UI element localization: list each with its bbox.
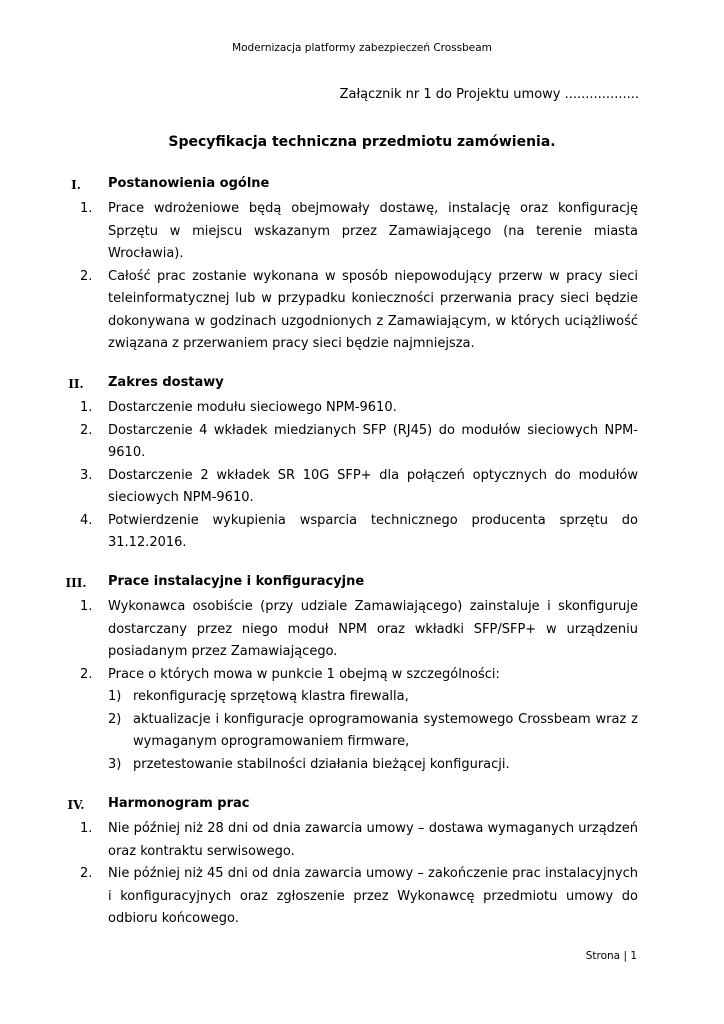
section-heading [0, 796, 724, 818]
section-number: I. [71, 178, 81, 192]
section-heading [0, 176, 724, 198]
subitem-number: 3) [108, 756, 122, 772]
item-text: Dostarczenie 4 wkładek miedzianych SFP (RJ45) do modułów sieciowych NPM-9610. [108, 422, 638, 460]
item-text: Nie później niż 45 dni od dnia zawarcia umowy – zakończenie prac instalacyjnych i konfiguracyjnych oraz zgłoszenie przez Wykonawcę przedmiotu umowy do odbioru końcowego. [108, 866, 638, 926]
list-item [0, 397, 724, 420]
list-item [0, 420, 724, 465]
list-item [0, 664, 724, 687]
section-title: Prace instalacyjne i konfiguracyjne [108, 574, 365, 589]
item-text: Dostarczenie modułu sieciowego NPM-9610. [108, 400, 397, 415]
sub-list-item [0, 686, 724, 709]
item-number: 1. [80, 599, 93, 614]
item-number: 2. [80, 866, 93, 881]
item-text: Całość prac zostanie wykonana w sposób niepowodujący przerw w pracy sieci teleinformatycznej lub w przypadku konieczności przerwania pracy sieci będzie dokonywana w godzinach uzgodnionych z Zamawiającym, w których uciążliwość związana z przerwaniem pracy sieci będzie najmniejsza. [108, 268, 638, 351]
subitem-text: przetestowanie stabilności działania bieżącej konfiguracji. [133, 756, 510, 772]
subitem-number: 2) [108, 711, 122, 727]
item-text: Wykonawca osobiście (przy udziale Zamawiającego) zainstaluje i skonfiguruje dostarczany przez niego moduł NPM oraz wkładki SFP/SFP+ w urządzeniu posiadanym przez Zamawiającego. [108, 599, 638, 659]
section-number: III. [65, 576, 87, 590]
section-title: Harmonogram prac [108, 796, 250, 811]
item-number: 2. [80, 422, 93, 438]
item-text: Prace o których mowa w punkcie 1 obejmą w szczególności: [108, 666, 500, 682]
list-item [0, 818, 724, 863]
section-heading [0, 574, 724, 596]
item-text: Dostarczenie 2 wkładek SR 10G SFP+ dla połączeń optycznych do modułów sieciowych NPM-9610. [108, 467, 638, 505]
list-item [0, 863, 724, 931]
section-title: Postanowienia ogólne [108, 176, 270, 191]
item-number: 2. [80, 666, 93, 682]
list-item [0, 510, 724, 555]
item-number: 1. [80, 201, 93, 216]
item-number: 1. [80, 400, 93, 415]
sub-list-item [0, 754, 724, 777]
section-delivery-scope [0, 375, 724, 555]
subitem-number: 1) [108, 689, 122, 704]
section-number: II. [68, 377, 84, 391]
running-header: Modernizacja platformy zabezpieczeń Crossbeam [232, 42, 492, 54]
section-installation-configuration [0, 574, 724, 776]
list-item [0, 198, 724, 266]
section-general-provisions [0, 176, 724, 356]
section-heading [0, 375, 724, 397]
item-number: 3. [80, 467, 93, 483]
page-number: Strona | 1 [585, 950, 637, 962]
subitem-text: aktualizacje i konfiguracje oprogramowania systemowego Crossbeam wraz z wymaganym oprogramowaniem firmware, [133, 711, 638, 749]
item-text: Potwierdzenie wykupienia wsparcia technicznego producenta sprzętu do 31.12.2016. [108, 512, 638, 550]
section-work-schedule [0, 796, 724, 931]
section-title: Zakres dostawy [108, 375, 224, 390]
section-number: IV. [67, 798, 85, 812]
document-title: Specyfikacja techniczna przedmiotu zamówienia. [168, 134, 556, 150]
sub-list-item [0, 709, 724, 754]
item-number: 1. [80, 821, 93, 836]
item-number: 2. [80, 268, 93, 284]
item-number: 4. [80, 512, 93, 528]
item-text: Nie później niż 28 dni od dnia zawarcia umowy – dostawa wymaganych urządzeń oraz kontraktu serwisowego. [108, 821, 638, 859]
list-item [0, 596, 724, 664]
list-item [0, 266, 724, 356]
attachment-reference: Załącznik nr 1 do Projektu umowy .................. [339, 87, 639, 102]
list-item [0, 465, 724, 510]
item-text: Prace wdrożeniowe będą obejmowały dostawę, instalację oraz konfigurację Sprzętu w miejscu wskazanym przez Zamawiającego (na terenie miasta Wrocławia). [108, 201, 638, 261]
subitem-text: rekonfigurację sprzętową klastra firewalla, [133, 689, 409, 704]
